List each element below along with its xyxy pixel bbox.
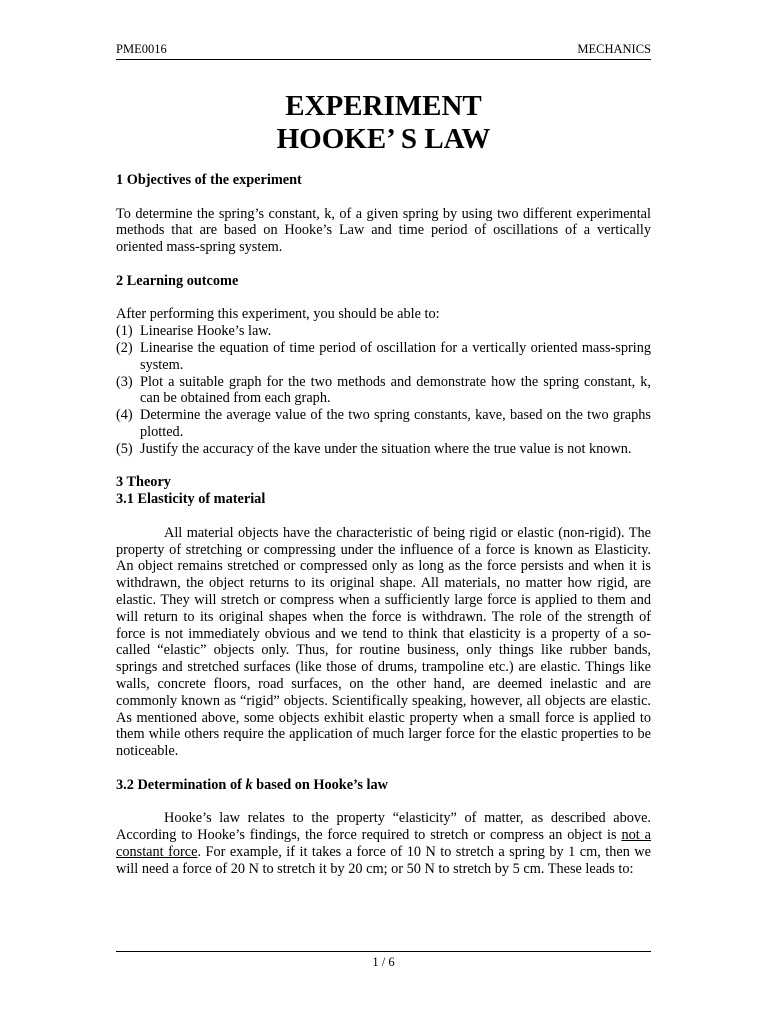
hookes-law-paragraph: Hooke’s law relates to the property “elasticity” of matter, as described above. According to Hooke’s findings, the force required to stretch or compress an object is not a constant force. For example, if it takes a force of 10 N to stretch a spring by 1 cm, then we will need a force of 20 N to stretch it by 20 cm; or 50 N to stretch by 5 cm. These leads to: [116,810,651,877]
section-3-heading: 3 Theory [116,474,171,491]
elasticity-paragraph: All material objects have the characteristic of being rigid or elastic (non-rigid). The property of stretching or compressing under the influence of a force is known as Elasticity. An object remains stretched or compressed only as long as the force persists and when it is withdrawn, the object returns to its original shape. All materials, no matter how rigid, are elastic. They will stretch or compress when a sufficiently large force is applied to them and will return to its original shapes when the force is withdrawn. The role of the strength of force is not immediately obvious and we tend to think that elasticity is a property of a so-called “elastic” objects only. Thus, for routine business, only things like rubber bands, springs and stretched surfaces (like those of drums, trampoline etc.) are elastic. Things like walls, concrete floors, road surfaces, on the other hand, are deemed inelastic and are commonly known as “rigid” objects. Scientifically speaking, however, all objects are elastic. As mentioned above, some objects exhibit elastic property when a small force is applied to them while others require the application of much larger force for the elastic properties to be noticeable. [116,524,651,760]
section-3-1-heading: 3.1 Elasticity of material [116,491,266,508]
footer-rule [116,951,651,952]
title-line-1: EXPERIMENT [285,90,482,122]
list-item: (2) Linearise the equation of time period of oscillation for a vertically oriented mass-spring system. [116,339,651,373]
section-1-heading: 1 Objectives of the experiment [116,172,302,188]
list-item: (4) Determine the average value of the two spring constants, kave, based on the two graphs plotted. [116,407,651,440]
list-item: (1) Linearise Hooke’s law. [116,323,272,340]
learning-outcome-list [116,323,651,457]
subject-name: MECHANICS [577,42,651,56]
list-item: (3) Plot a suitable graph for the two methods and demonstrate how the spring constant, k, can be obtained from each graph. [116,373,651,407]
page-header [116,42,651,56]
learning-outcome-intro: After performing this experiment, you should be able to: [116,306,440,323]
course-code: PME0016 [116,42,167,56]
document-body [116,172,651,877]
list-item: (5) Justify the accuracy of the kave under the situation where the true value is not known. [116,440,632,457]
section-2-heading: 2 Learning outcome [116,272,239,289]
header-rule [116,59,651,60]
page-number: 1 / 6 [372,955,395,969]
underlined-phrase: not a constant force [116,827,651,860]
objectives-paragraph: To determine the spring’s constant, k, of a given spring by using two different experimental methods that are based on Hooke’s Law and time period of oscillations of a vertically oriented mass-spring system. [116,205,651,256]
title-line-2: HOOKE’ S LAW [276,123,491,155]
section-3-2-heading: 3.2 Determination of k based on Hooke’s law [116,776,388,793]
